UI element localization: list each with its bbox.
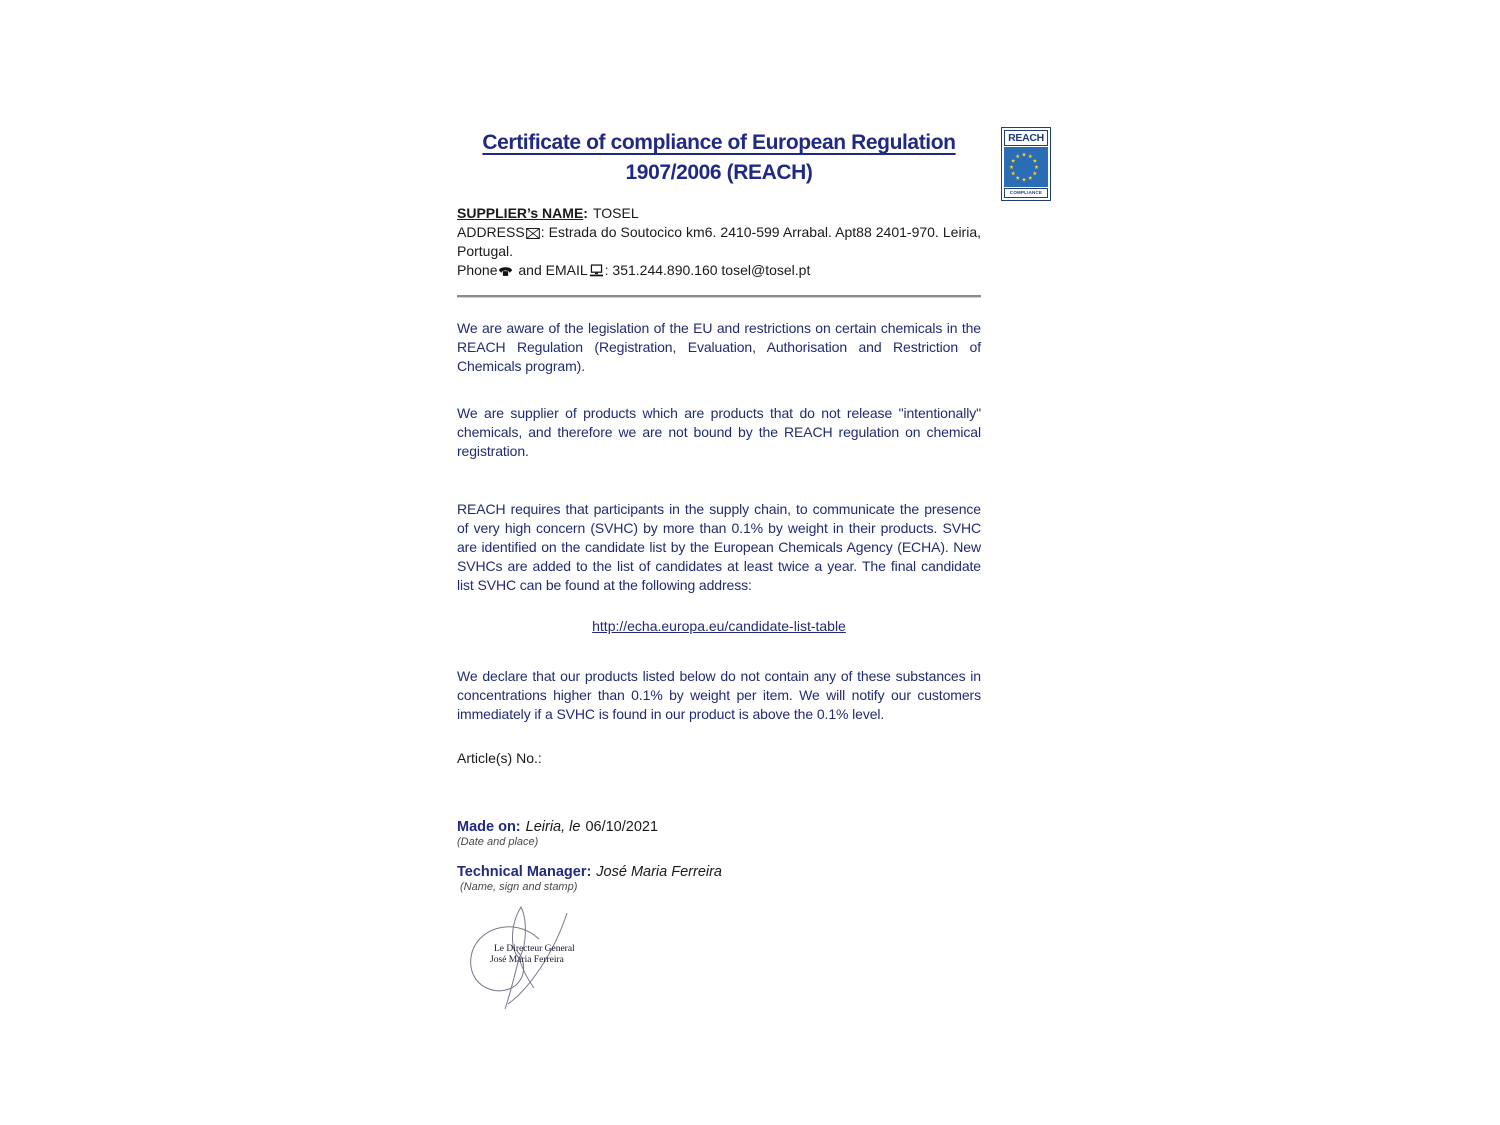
supplier-name-value: TOSEL	[592, 205, 639, 221]
envelope-icon	[526, 228, 540, 239]
address-value: : Estrada do Soutocico km6. 2410-599 Arrabal. Apt88 2401-970. Leiria, Portugal.	[457, 224, 981, 259]
contact-value: : 351.244.890.160 tosel@tosel.pt	[604, 262, 811, 278]
certificate-title	[457, 128, 981, 188]
signature-text-line2: José Maria Ferreira	[490, 955, 564, 965]
supplier-address-line	[457, 223, 981, 261]
candidate-list-link[interactable]: http://echa.europa.eu/candidate-list-table	[592, 618, 846, 634]
technical-manager-label: Technical Manager:	[457, 864, 592, 880]
supplier-contact-line	[457, 261, 981, 280]
title-line-2: 1907/2006 (REACH)	[625, 161, 813, 184]
supplier-name-colon: :	[583, 205, 588, 221]
articles-no-label: Article(s) No.:	[457, 750, 542, 766]
paragraph-reach-svhc: REACH requires that participants in the supply chain, to communicate the presence of very high concern (SVHC) by more than 0.1% by weight in their products. SVHC are identified on the candidate list by the European Chemicals Agency (ECHA). New SVHCs are added to the list of candidates at least twice a year. The final candidate list SVHC can be found at the following address:	[457, 501, 981, 593]
reach-compliance-logo	[1001, 127, 1051, 201]
supplier-name-label: SUPPLIER’s NAME	[457, 205, 584, 221]
divider-rule	[457, 295, 981, 298]
title-line-1: Certificate of compliance of European Regulation	[482, 131, 956, 154]
name-sign-stamp-caption: (Name, sign and stamp)	[460, 881, 578, 893]
made-on-place: Leiria, le	[525, 819, 581, 835]
candidate-list-link-row	[457, 618, 981, 636]
made-on-date: 06/10/2021	[585, 819, 659, 835]
supplier-name-line	[457, 204, 981, 223]
supplier-block	[457, 204, 981, 280]
logo-compliance-text: COMPLIANCE	[1004, 188, 1048, 198]
logo-reach-text: REACH	[1004, 130, 1048, 146]
signature-text-line1: Le Directeur General	[494, 944, 575, 954]
technical-manager-name: José Maria Ferreira	[596, 864, 722, 880]
paragraph-awareness: We are aware of the legislation of the EU and restrictions on certain chemicals in the REACH Regulation (Registration, Evaluation, Authorisation and Restriction of Chemicals program).	[457, 320, 981, 374]
phone-icon	[498, 265, 513, 277]
date-place-caption: (Date and place)	[457, 836, 539, 848]
paragraph-supplier-declaration: We are supplier of products which are products that do not release "intentionally" chemicals, and therefore we are not bound by the REACH regulation on chemical registration.	[457, 405, 981, 459]
address-label: ADDRESS	[457, 224, 525, 240]
phone-label: Phone	[457, 262, 498, 278]
paragraph-declaration: We declare that our products listed below do not contain any of these substances in concentrations higher than 0.1% by weight per item. We will notify our customers immediately if a SVHC is found in our product is above the 0.1% level.	[457, 668, 981, 722]
and-email-label: and EMAIL	[514, 262, 588, 278]
certificate-body	[457, 128, 981, 1018]
signature-graphic	[461, 901, 611, 1013]
technical-manager-line	[457, 864, 981, 880]
computer-icon	[589, 264, 604, 277]
made-on-line	[457, 819, 981, 835]
eu-stars-icon	[1004, 147, 1048, 187]
made-on-label: Made on:	[457, 819, 521, 835]
